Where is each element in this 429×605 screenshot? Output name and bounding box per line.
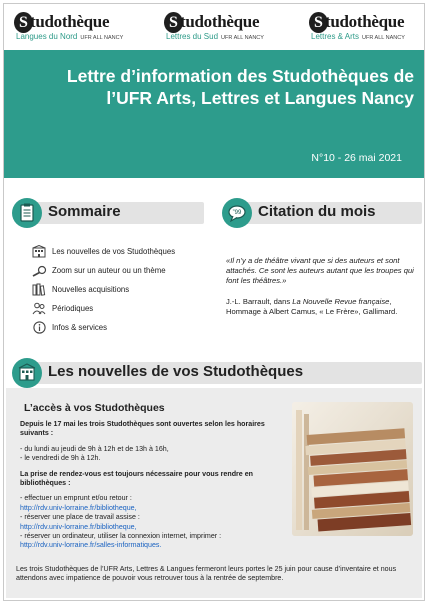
- logo-letter: S: [14, 12, 33, 33]
- rdv-link[interactable]: http://rdv.univ-lorraine.fr/bibliotheque,: [20, 503, 137, 512]
- logo-word: tudothèque: [30, 12, 110, 31]
- people-icon: [30, 302, 48, 316]
- books-icon: [30, 283, 48, 297]
- logo-campus: Lettres & Arts: [311, 32, 360, 41]
- table-of-contents: [30, 242, 210, 337]
- speech-bubble-icon: [222, 198, 252, 228]
- title-banner: [4, 50, 424, 178]
- toc-item-label: Infos & services: [52, 323, 108, 332]
- logo-ufr: UFR ALL NANCY: [221, 35, 264, 41]
- newsletter-page: [3, 3, 425, 601]
- hours-list: - du lundi au jeudi de 9h à 12h et de 13h à 16h, - le vendredi de 9h à 12h.: [20, 444, 169, 463]
- toc-item-periodiques[interactable]: [30, 299, 210, 318]
- toc-item-infos[interactable]: [30, 318, 210, 337]
- logo-letter: S: [164, 12, 183, 33]
- logo-ufr: UFR ALL NANCY: [362, 35, 405, 41]
- magnifier-icon: [30, 264, 48, 278]
- nouvelles-header: [12, 358, 422, 384]
- sommaire-title: Sommaire: [48, 203, 121, 220]
- acces-title: L’accès à vos Studothèques: [24, 402, 165, 414]
- actions-list: - effectuer un emprunt et/ou retour : http://rdv.univ-lorraine.fr/bibliotheque, - réserver une place de travail assise : http://rdv.univ-lorraine.fr/bibliotheque, - réserver un ordinateur, utiliser la connexion internet, imprimer : http://rdv.univ-lorraine.fr/salles-informatiques.: [20, 494, 222, 550]
- logo-strip: [4, 10, 424, 50]
- clipboard-icon: [12, 198, 42, 228]
- building-icon: [12, 358, 42, 388]
- info-icon: [30, 321, 48, 335]
- nouvelles-title: Les nouvelles de vos Studothèques: [48, 363, 304, 380]
- closing-notice: Les trois Studothèques de l’UFR Arts, Lettres & Langues fermeront leurs portes le 25 juin pour cause d’inventaire et nous attendons avec impatience de pouvoir vous retrouver tous à la rentrée de septembre.: [16, 565, 397, 583]
- quote-text: «Il n’y a de théâtre vivant que si des auteurs et sont attachés. Ce sont les auteurs autant que les troupes qui font les théâtres.»: [226, 256, 414, 286]
- logo-word: tudothèque: [325, 12, 405, 31]
- logo-ufr: UFR ALL NANCY: [80, 35, 124, 41]
- toc-item-label: Nouvelles acquisitions: [52, 285, 130, 294]
- toc-item-zoom[interactable]: [30, 261, 210, 280]
- logo-campus: Langues du Nord: [16, 32, 78, 41]
- toc-item-nouvelles[interactable]: [30, 242, 210, 261]
- quote-block: [226, 256, 422, 317]
- logo-letter: S: [309, 12, 328, 33]
- toc-item-acquisitions[interactable]: [30, 280, 210, 299]
- rdv-link[interactable]: http://rdv.univ-lorraine.fr/salles-informatiques.: [20, 541, 162, 550]
- rdv-link[interactable]: http://rdv.univ-lorraine.fr/bibliotheque,: [20, 522, 137, 531]
- intro-text: Depuis le 17 mai les trois Studothèques sont ouvertes selon les horaires suivants :: [20, 420, 265, 438]
- acces-text: [20, 420, 286, 557]
- toc-item-label: Périodiques: [52, 304, 94, 313]
- newsletter-title: Lettre d’information des Studothèques de l’UFR Arts, Lettres et Langues Nancy: [66, 66, 414, 108]
- books-photo: [292, 402, 413, 536]
- issue-number: N°10 - 26 mai 2021: [311, 152, 402, 164]
- toc-item-label: Les nouvelles de vos Studothèques: [52, 247, 176, 256]
- logo-campus: Lettres du Sud: [166, 32, 219, 41]
- rdv-text: La prise de rendez-vous est toujours nécessaire pour vous rendre en bibliothèques :: [20, 469, 253, 488]
- sommaire-header: [12, 198, 204, 224]
- logo-word: tudothèque: [180, 12, 260, 31]
- news-box: [6, 388, 422, 598]
- citation-title: Citation du mois: [258, 203, 376, 220]
- svg-text:”99: ”99: [232, 210, 242, 216]
- building-icon: [30, 245, 48, 259]
- citation-header: [222, 198, 422, 224]
- quote-author: J.-L. Barrault, dans La Nouvelle Revue française, Hommage à Albert Camus, « Le Frère», Gallimard.: [226, 296, 398, 316]
- toc-item-label: Zoom sur un auteur ou un thème: [52, 266, 166, 275]
